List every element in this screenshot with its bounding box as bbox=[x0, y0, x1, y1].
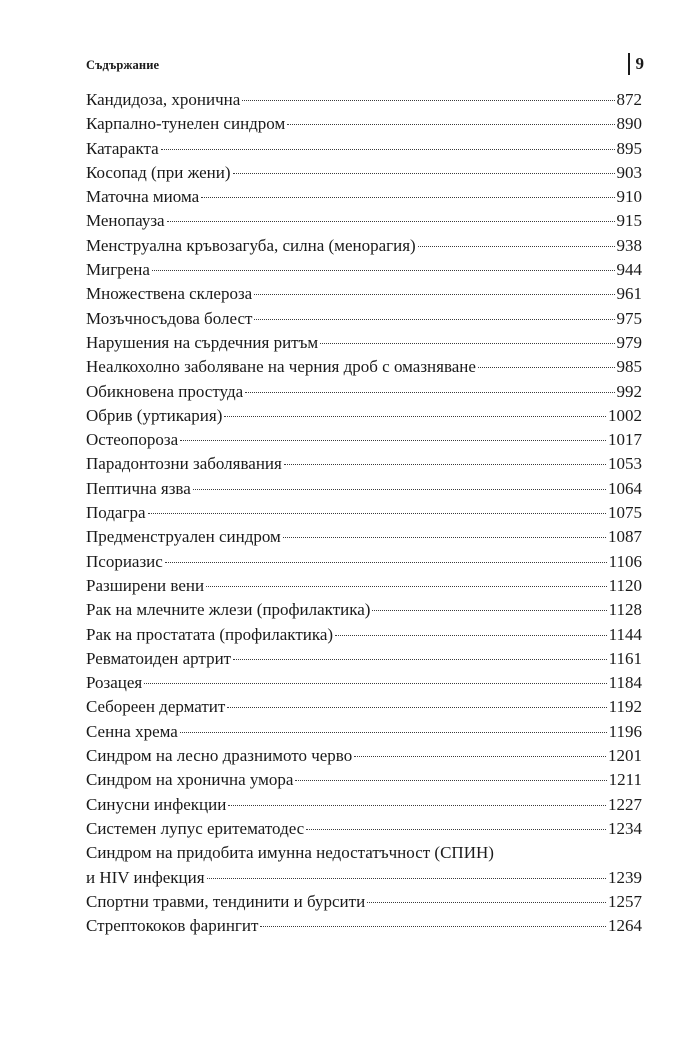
toc-entry bbox=[86, 768, 642, 792]
dot-leader bbox=[287, 124, 614, 125]
toc-entry-page: 938 bbox=[616, 235, 642, 255]
toc-entry bbox=[86, 695, 642, 719]
dot-leader bbox=[206, 586, 607, 587]
page-header bbox=[86, 52, 644, 78]
toc-entry-page: 1227 bbox=[608, 794, 642, 814]
toc-entry bbox=[86, 671, 642, 695]
toc-entry-page: 872 bbox=[616, 90, 642, 109]
dot-leader bbox=[180, 732, 607, 733]
toc-entry bbox=[86, 161, 642, 185]
dot-leader bbox=[335, 635, 607, 636]
dot-leader bbox=[372, 610, 606, 611]
dot-leader bbox=[207, 878, 606, 879]
toc-entry-page: 975 bbox=[616, 308, 642, 328]
toc-entry-page: 890 bbox=[616, 114, 642, 134]
dot-leader bbox=[165, 562, 607, 563]
toc-entry-page: 895 bbox=[616, 138, 642, 158]
toc-entry bbox=[86, 355, 642, 379]
toc-entry bbox=[86, 793, 642, 817]
dot-leader bbox=[193, 489, 606, 490]
toc-entry-title: Множествена склероза bbox=[86, 284, 253, 304]
toc-entry bbox=[86, 258, 642, 282]
dot-leader bbox=[148, 513, 607, 514]
dot-leader bbox=[320, 343, 614, 344]
toc-entry-page: 910 bbox=[616, 187, 642, 207]
toc-entry-title: Системен лупус еритематодес bbox=[86, 818, 305, 838]
dot-leader bbox=[152, 270, 615, 271]
toc-entry bbox=[86, 88, 642, 112]
toc-entry bbox=[86, 574, 642, 598]
toc-entry bbox=[86, 623, 642, 647]
toc-entry-title: Рак на простатата (профилактика) bbox=[86, 624, 334, 644]
toc-entry-title-continued: и HIV инфекция bbox=[86, 867, 205, 887]
dot-leader bbox=[233, 659, 607, 660]
toc-entry-page: 944 bbox=[616, 260, 642, 280]
toc-entry-page: 1053 bbox=[608, 454, 642, 474]
toc-entry bbox=[86, 452, 642, 476]
toc-entry bbox=[86, 744, 642, 768]
toc-entry-title: Обрив (уртикария) bbox=[86, 405, 223, 425]
page-number: 9 bbox=[635, 54, 644, 73]
toc-entry bbox=[86, 282, 642, 306]
toc-entry-title: Менструална кръвозагуба, силна (менорагия) bbox=[86, 235, 416, 255]
dot-leader bbox=[418, 246, 615, 247]
toc-entry bbox=[86, 841, 642, 890]
toc-entry-title: Парадонтозни заболявания bbox=[86, 454, 282, 474]
toc-entry bbox=[86, 380, 642, 404]
page-number-block bbox=[628, 52, 644, 76]
dot-leader bbox=[354, 756, 606, 757]
toc-entry-title: Косопад (при жени) bbox=[86, 162, 231, 182]
toc-entry-title: Маточна миома bbox=[86, 187, 200, 207]
dot-leader bbox=[228, 805, 606, 806]
toc-entry-page: 1144 bbox=[608, 624, 642, 644]
toc-entry-page: 985 bbox=[616, 357, 642, 377]
toc-entry-line bbox=[86, 866, 642, 890]
dot-leader bbox=[180, 440, 606, 441]
toc-entry bbox=[86, 137, 642, 161]
dot-leader bbox=[478, 367, 615, 368]
toc-entry bbox=[86, 890, 642, 914]
toc-entry-page: 1064 bbox=[608, 478, 642, 498]
dot-leader bbox=[284, 464, 606, 465]
toc-entry-title: Менопауза bbox=[86, 211, 165, 231]
toc-entry-page: 903 bbox=[616, 162, 642, 182]
toc-entry-page: 915 bbox=[616, 211, 642, 231]
toc-entry bbox=[86, 331, 642, 355]
toc-entry bbox=[86, 525, 642, 549]
toc-entry-title: Остеопороза bbox=[86, 430, 179, 450]
toc-entry bbox=[86, 209, 642, 233]
toc-entry-title: Себореен дерматит bbox=[86, 697, 226, 717]
toc-entry-title: Разширени вени bbox=[86, 575, 205, 595]
toc-entry bbox=[86, 550, 642, 574]
toc-entry-title: Катаракта bbox=[86, 138, 159, 158]
toc-entry-title: Рак на млечните жлези (профилактика) bbox=[86, 600, 371, 620]
toc-entry-page: 1087 bbox=[608, 527, 642, 547]
dot-leader bbox=[306, 829, 606, 830]
dot-leader bbox=[367, 902, 606, 903]
toc-entry-title: Нарушения на сърдечния ритъм bbox=[86, 332, 319, 352]
toc-entry-title: Неалкохолно заболяване на черния дроб с омазняване bbox=[86, 357, 476, 377]
dot-leader bbox=[254, 319, 614, 320]
toc-entry-title: Сенна хрема bbox=[86, 721, 178, 741]
toc-entry-title: Пептична язва bbox=[86, 478, 191, 498]
dot-leader bbox=[224, 416, 606, 417]
toc-entry-title: Кандидоза, хронична bbox=[86, 90, 241, 109]
running-head: Съдържание bbox=[86, 58, 160, 72]
toc-entry bbox=[86, 234, 642, 258]
toc-entry-page: 1128 bbox=[608, 600, 642, 620]
toc-entry bbox=[86, 428, 642, 452]
dot-leader bbox=[161, 149, 615, 150]
toc-entry bbox=[86, 501, 642, 525]
toc-entry-page: 1264 bbox=[608, 916, 642, 936]
toc-entry-page: 1196 bbox=[608, 721, 642, 741]
dot-leader bbox=[144, 683, 606, 684]
dot-leader bbox=[245, 392, 614, 393]
toc-entry-title: Спортни травми, тендинити и бурсити bbox=[86, 891, 366, 911]
toc-entry-page: 1106 bbox=[608, 551, 642, 571]
toc-entry-page: 1002 bbox=[608, 405, 642, 425]
toc-entry-line bbox=[86, 841, 642, 865]
toc-entry-page: 979 bbox=[616, 332, 642, 352]
dot-leader bbox=[283, 537, 606, 538]
toc-entry-page: 1161 bbox=[608, 648, 642, 668]
table-of-contents bbox=[86, 88, 642, 938]
toc-entry-title: Мигрена bbox=[86, 260, 150, 280]
toc-entry-title: Ревматоиден артрит bbox=[86, 648, 232, 668]
toc-entry-page: 1257 bbox=[608, 891, 642, 911]
toc-entry-page: 961 bbox=[616, 284, 642, 304]
toc-entry-title: Синдром на лесно дразнимото черво bbox=[86, 746, 353, 766]
dot-leader bbox=[242, 100, 614, 101]
toc-entry-title: Синдром на придобита имунна недостатъчност (СПИН) bbox=[86, 843, 494, 863]
toc-entry-title: Подагра bbox=[86, 503, 146, 523]
toc-entry-page: 1192 bbox=[608, 697, 642, 717]
toc-entry-title: Мозъчносъдова болест bbox=[86, 308, 253, 328]
dot-leader bbox=[254, 294, 614, 295]
dot-leader bbox=[167, 221, 615, 222]
toc-entry bbox=[86, 598, 642, 622]
toc-entry-page: 1239 bbox=[608, 867, 642, 887]
toc-entry-title: Синдром на хронична умора bbox=[86, 770, 294, 790]
toc-entry bbox=[86, 817, 642, 841]
toc-entry-page: 1120 bbox=[608, 575, 642, 595]
dot-leader bbox=[295, 780, 606, 781]
toc-entry bbox=[86, 185, 642, 209]
toc-entry-title: Обикновена простуда bbox=[86, 381, 244, 401]
toc-entry bbox=[86, 720, 642, 744]
dot-leader bbox=[201, 197, 614, 198]
toc-entry-page: 1017 bbox=[608, 430, 642, 450]
toc-entry bbox=[86, 914, 642, 938]
toc-entry-title: Карпално-тунелен синдром bbox=[86, 114, 286, 134]
toc-entry-title: Псориазис bbox=[86, 551, 163, 571]
toc-entry-page: 1211 bbox=[608, 770, 642, 790]
dot-leader bbox=[227, 707, 606, 708]
toc-entry-page: 1075 bbox=[608, 503, 642, 523]
toc-entry-title: Розацея bbox=[86, 673, 143, 693]
toc-entry-page: 1201 bbox=[608, 746, 642, 766]
toc-entry-title: Стрептококов фарингит bbox=[86, 916, 259, 936]
dot-leader bbox=[233, 173, 615, 174]
toc-entry-page: 1184 bbox=[608, 673, 642, 693]
toc-entry bbox=[86, 477, 642, 501]
toc-entry bbox=[86, 307, 642, 331]
toc-entry bbox=[86, 647, 642, 671]
dot-leader bbox=[260, 926, 606, 927]
toc-entry bbox=[86, 404, 642, 428]
page-number-rule bbox=[628, 53, 630, 75]
toc-entry-title: Предменструален синдром bbox=[86, 527, 281, 547]
toc-entry-title: Синусни инфекции bbox=[86, 794, 227, 814]
toc-entry bbox=[86, 112, 642, 136]
toc-entry-page: 992 bbox=[616, 381, 642, 401]
toc-entry-page: 1234 bbox=[608, 818, 642, 838]
